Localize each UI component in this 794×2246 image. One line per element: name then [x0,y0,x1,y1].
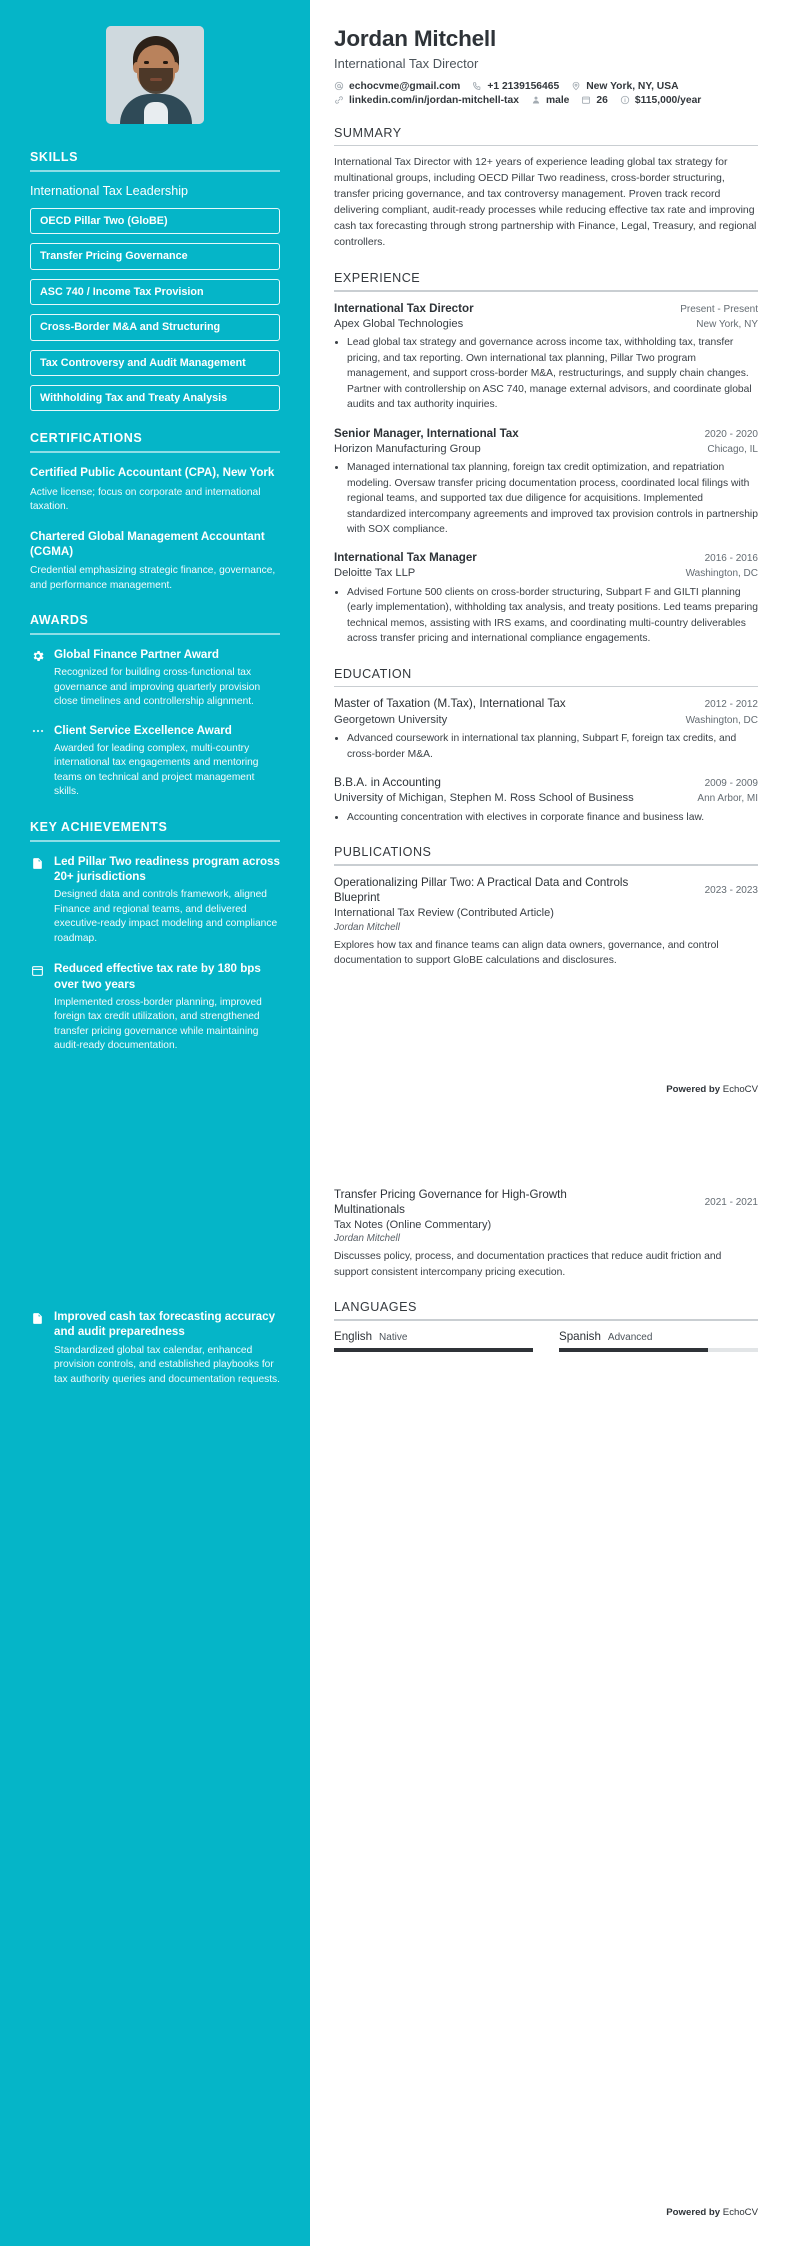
awards-heading: AWARDS [30,613,89,628]
award-item [30,647,280,710]
avatar-eye-right [163,61,168,64]
experience-title: International Tax Manager [334,551,477,565]
experience-title: International Tax Director [334,301,474,315]
achievement-description: Standardized global tax calendar, enhanced provision controls, and established playbooks for tax authority queries and documentation requests. [54,1344,280,1385]
education-heading: EDUCATION [334,666,412,681]
education-institution: Georgetown University [334,713,448,726]
education-date: 2012 - 2012 [704,699,758,711]
certification-description: Active license; focus on corporate and international taxation. [30,486,261,513]
publication-description: Explores how tax and finance teams can align data owners, governance, and control documentation to support GloBE calculations and disclosures. [334,939,719,966]
link-icon [334,95,344,105]
experience-organization: Apex Global Technologies [334,317,464,330]
education-entry [334,696,758,762]
skill-chip: ASC 740 / Income Tax Provision [30,279,280,305]
gear-icon [30,648,45,663]
contact-email[interactable] [334,81,460,92]
experience-bullets [334,460,758,537]
education-degree: Master of Taxation (M.Tax), International Tax [334,696,566,711]
experience-location: Chicago, IL [707,443,758,455]
experience-bullet: • Advised Fortune 500 clients on cross-border structuring, Subpart F and GILTI planning (early implementation), withholding tax analysis, and treaty positions. Led teams preparing technical memos, assisting with IRS exams, and coordinating multi-country deliverables across transfer pricing and international compliance engagements. [347,585,758,647]
footer-brand: EchoCV [722,1084,758,1095]
achievement-title: Improved cash tax forecasting accuracy and audit preparedness [54,1310,276,1339]
skill-chip: Tax Controversy and Audit Management [30,350,280,376]
calendar-icon [30,963,45,978]
education-section [334,667,758,826]
avatar-eye-left [144,61,149,64]
education-bullet: • Accounting concentration with electives in corporate finance and business law. [347,810,758,825]
document-icon [30,856,45,871]
publication-author: Jordan Mitchell [334,1233,400,1245]
calendar-icon [581,95,591,105]
publications-section [334,845,758,968]
contact-salary-value: $115,000/year [634,94,702,106]
experience-title: Senior Manager, International Tax [334,426,519,440]
info-icon [620,95,630,105]
achievement-item [30,961,280,1054]
experience-entry [334,550,758,646]
contact-age-value: 26 [596,94,608,106]
language-item [334,1330,533,1352]
publication-date: 2021 - 2021 [704,1197,758,1208]
education-location: Washington, DC [685,714,758,726]
publications-heading: PUBLICATIONS [334,845,432,860]
experience-entry-header [334,550,758,565]
achievement-body [54,961,280,1054]
award-title: Client Service Excellence Award [54,723,232,737]
sidebar [0,0,310,1123]
education-bullets [334,810,758,825]
award-description: Recognized for building cross-functional tax governance and improving quarterly provision close timelines and controllership alignment. [54,667,261,708]
key-achievements-section [30,820,280,1054]
footer-prefix: Powered by [666,2207,723,2218]
experience-organization: Deloitte Tax LLP [334,567,416,580]
language-proficiency-bar [559,1348,758,1352]
award-body [54,647,280,710]
contact-phone[interactable] [472,81,559,92]
summary-divider [334,145,758,147]
contact-linkedin[interactable] [334,95,519,106]
contact-row-2 [334,95,758,106]
publication-venue: International Tax Review (Contributed Article) [334,906,554,919]
language-proficiency-fill [559,1348,708,1352]
achievement-description: Designed data and controls framework, aligned Finance and regional teams, and delivered executive-ready impact modeling and compliance roadmap. [54,889,278,944]
footer-brand: EchoCV [722,2207,758,2218]
phone-icon [472,81,482,91]
award-item [30,723,280,800]
contact-email-value: echocvme@gmail.com [349,80,461,92]
language-name: Spanish [559,1329,601,1343]
skill-chip: Cross-Border M&A and Structuring [30,314,280,340]
experience-bullets [334,585,758,647]
certification-title: Certified Public Accountant (CPA), New York [30,466,275,480]
experience-location: Washington, DC [685,568,758,580]
email-icon [334,81,344,91]
summary-section [334,126,758,251]
language-level: Advanced [607,1331,653,1343]
award-body [54,723,280,800]
education-degree: B.B.A. in Accounting [334,775,441,790]
achievement-title: Reduced effective tax rate by 180 bps over two years [54,962,261,991]
language-row [559,1330,758,1343]
sidebar-continued [0,1123,310,2246]
education-entry-header [334,775,758,790]
languages-heading: LANGUAGES [334,1300,417,1315]
experience-entry-sub [334,317,758,332]
certifications-heading: CERTIFICATIONS [30,431,143,446]
achievement-item [30,1309,280,1387]
experience-entry-header [334,426,758,441]
achievement-title: Led Pillar Two readiness program across 20+ jurisdictions [54,854,280,884]
education-date: 2009 - 2009 [704,778,758,790]
experience-entry [334,301,758,413]
contact-location-value: New York, NY, USA [586,80,679,92]
experience-organization: Horizon Manufacturing Group [334,442,481,455]
contact-gender-value: male [545,94,570,106]
avatar-shirt [144,102,168,124]
key-achievements-heading: KEY ACHIEVEMENTS [30,819,168,834]
contact-location [571,81,678,92]
skill-chip: Withholding Tax and Treaty Analysis [30,385,280,411]
skills-group-title: International Tax Leadership [30,184,188,198]
awards-divider [30,633,280,635]
language-proficiency-fill [334,1348,533,1352]
award-description: Awarded for leading complex, multi-country international tax engagements and mentoring teams on technical and project management skills. [54,742,259,798]
certifications-divider [30,451,280,453]
education-institution: University of Michigan, Stephen M. Ross School of Business [334,792,634,805]
education-entry-sub [334,791,758,806]
education-bullet: • Advanced coursework in international tax planning, Subpart F, foreign tax credits, and cross-border M&A. [347,731,758,762]
main-column [310,0,794,1123]
footer-prefix: Powered by [666,1084,723,1095]
certification-title: Chartered Global Management Accountant (CGMA) [30,529,265,558]
experience-date: 2016 - 2016 [704,553,758,565]
achievement-body [54,854,280,947]
certifications-section [30,431,280,593]
publication-title: Transfer Pricing Governance for High-Growth Multinationals [334,1188,567,1217]
summary-heading: SUMMARY [334,125,402,140]
skill-chip: OECD Pillar Two (GloBE) [30,208,280,234]
contact-salary [620,95,701,106]
experience-bullet: • Lead global tax strategy and governance across income tax, withholding tax, transfer pricing, and tax reporting. Own international tax planning, Pillar Two program management, and support cross-border M&A, restructurings, and supply chain changes. Partner with controllership on ASC 740, manage external advisors, and coordinate global audits and tax authority inquiries. [347,335,758,412]
main-column-continued [310,1123,794,2246]
education-entry-sub [334,713,758,728]
skills-divider [30,170,280,172]
experience-entry-sub [334,442,758,457]
ellipsis-icon [30,724,45,739]
resume-sheet-2 [0,1123,794,2246]
education-entry [334,775,758,825]
publication-venue: Tax Notes (Online Commentary) [334,1218,492,1231]
certification-item [30,465,280,514]
avatar [106,26,204,124]
job-role: International Tax Director [334,55,479,71]
awards-section [30,613,280,800]
contact-row-1 [334,81,758,92]
experience-entry-sub [334,566,758,581]
contact-phone-value: +1 2139156465 [487,80,560,92]
publication-header [334,875,758,906]
page-title: Jordan Mitchell [334,26,497,51]
education-location: Ann Arbor, MI [697,793,758,805]
experience-entry-header [334,301,758,316]
languages-list [334,1330,758,1352]
skills-section [30,150,280,411]
experience-entry [334,426,758,538]
publication-title: Operationalizing Pillar Two: A Practical Data and Controls Blueprint [334,876,629,905]
publication-author: Jordan Mitchell [334,921,400,933]
language-name: English [334,1329,373,1343]
publications-divider [334,864,758,866]
award-title: Global Finance Partner Award [54,648,219,662]
publication-item [334,1187,758,1280]
language-proficiency-bar [334,1348,533,1352]
skills-heading: SKILLS [30,150,79,164]
contact-age [581,95,607,106]
experience-date: 2020 - 2020 [704,428,758,440]
publication-item [334,875,758,968]
publication-description: Discusses policy, process, and documentation practices that reduce audit friction and support consistent intercompany pricing execution. [334,1251,722,1278]
language-row [334,1330,533,1343]
publication-date: 2023 - 2023 [704,885,758,897]
publication-header [334,1187,758,1218]
certification-description: Credential emphasizing strategic finance, governance, and performance management. [30,565,276,591]
education-divider [334,686,758,688]
languages-divider [334,1319,758,1321]
experience-location: New York, NY [696,318,758,330]
language-item [559,1330,758,1352]
experience-section [334,271,758,647]
person-icon [531,95,541,105]
summary-text: International Tax Director with 12+ years of experience leading global tax strategy for multinational groups, including OECD Pillar Two readiness, cross-border structuring, transfer pricing governance, and tax controversy management. Proven track record delivering compliant, audit-ready processes while reducing effective tax rate and improving cash tax forecasting through strong partnership with Finance, Legal, Treasury, and regional controllers. [334,156,757,249]
avatar-mouth [150,78,162,81]
experience-bullets [334,335,758,412]
avatar-container [30,26,280,124]
achievement-description: Implemented cross-border planning, improved foreign tax credit utilization, and strengthened transfer pricing governance while maintaining audit-ready documentation. [54,996,262,1052]
experience-heading: EXPERIENCE [334,271,421,286]
experience-date: Present - Present [680,303,758,315]
language-level: Native [379,1331,408,1343]
experience-bullet: • Managed international tax planning, foreign tax credit optimization, and repatriation modeling. Oversaw transfer pricing documentation process, coordinated local filings with regional teams, and supported tax due diligence for acquisitions. Implemented standardized intercompany agreements and improved tax provision controls in partnership with SOX compliance. [347,460,758,537]
skill-chip: Transfer Pricing Governance [30,243,280,269]
footer-powered-by [666,1084,758,1095]
education-bullets [334,731,758,762]
achievement-body [54,1309,280,1387]
certification-item [30,529,280,594]
footer-powered-by [666,2207,758,2218]
key-achievements-divider [30,840,280,842]
contact-gender [531,95,569,106]
experience-divider [334,290,758,292]
document-icon [30,1311,45,1326]
contact-linkedin-value: linkedin.com/in/jordan-mitchell-tax [349,94,519,106]
location-pin-icon [571,81,581,91]
achievement-item [30,854,280,947]
languages-section [334,1300,758,1352]
education-entry-header [334,696,758,711]
